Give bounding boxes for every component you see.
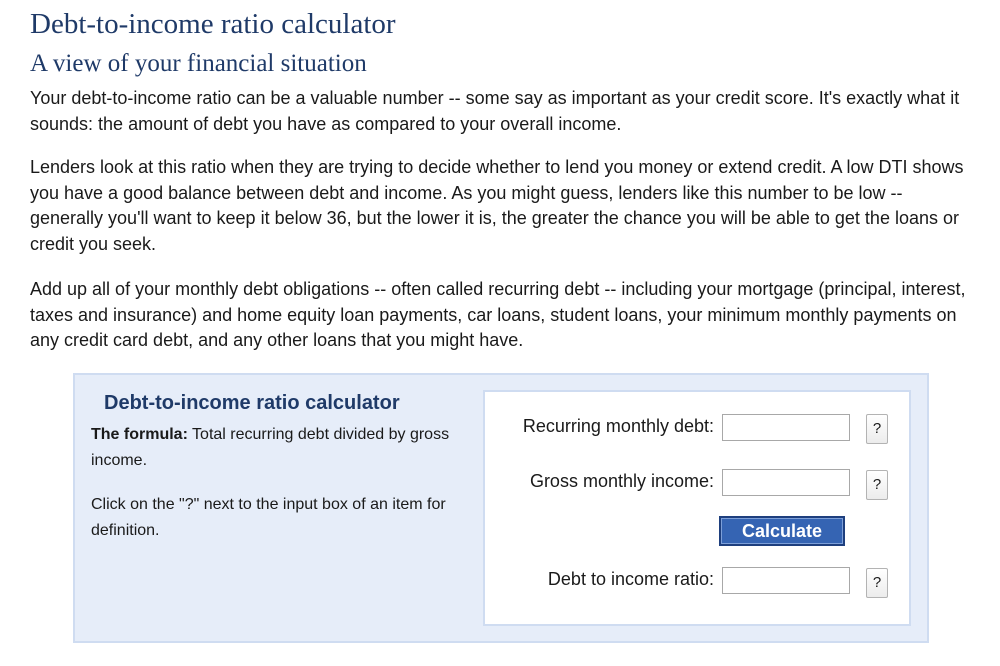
lenders-paragraph: Lenders look at this ratio when they are trying to decide whether to lend you money or extend credit. A low DTI shows you have a good balance between debt and income. As you might guess, lenders like this number to be low -- generally you'll want to keep it below 36, but the lower it is, the greater the chance you will be able to get the loans or credit you seek. bbox=[30, 157, 964, 254]
dti-ratio-label: Debt to income ratio: bbox=[547, 569, 714, 589]
formula-label: The formula: bbox=[91, 426, 188, 443]
recurring-debt-help-button[interactable]: ? bbox=[866, 414, 888, 444]
recurring-debt-input[interactable] bbox=[722, 414, 850, 441]
gross-income-input[interactable] bbox=[722, 469, 850, 496]
gross-income-label: Gross monthly income: bbox=[529, 471, 714, 491]
calculate-button[interactable]: Calculate bbox=[719, 516, 845, 546]
gross-income-help-button[interactable]: ? bbox=[866, 470, 888, 500]
formula-description bbox=[91, 422, 471, 474]
page-subtitle: A view of your financial situation bbox=[30, 50, 367, 77]
dti-ratio-help-button[interactable]: ? bbox=[866, 568, 888, 598]
recurring-debt-label: Recurring monthly debt: bbox=[522, 416, 714, 436]
formula-text: Total recurring debt divided by gross income. bbox=[91, 426, 450, 469]
intro-paragraph: Your debt-to-income ratio can be a valuable number -- some say as important as your credit score. It's exactly what it sounds: the amount of debt you have as compared to your overall income. bbox=[30, 88, 960, 134]
help-hint: Click on the "?" next to the input box of an item for definition. bbox=[91, 496, 446, 539]
debt-obligations-paragraph: Add up all of your monthly debt obligations -- often called recurring debt -- including your mortgage (principal, interest, taxes and insurance) and home equity loan payments, car loans, student loans, your minimum monthly payments on any credit card debt, and any other loans that you might have. bbox=[30, 279, 966, 350]
dti-ratio-output[interactable] bbox=[722, 567, 850, 594]
page-title: Debt-to-income ratio calculator bbox=[30, 8, 396, 40]
calculator-title: Debt-to-income ratio calculator bbox=[104, 392, 400, 414]
